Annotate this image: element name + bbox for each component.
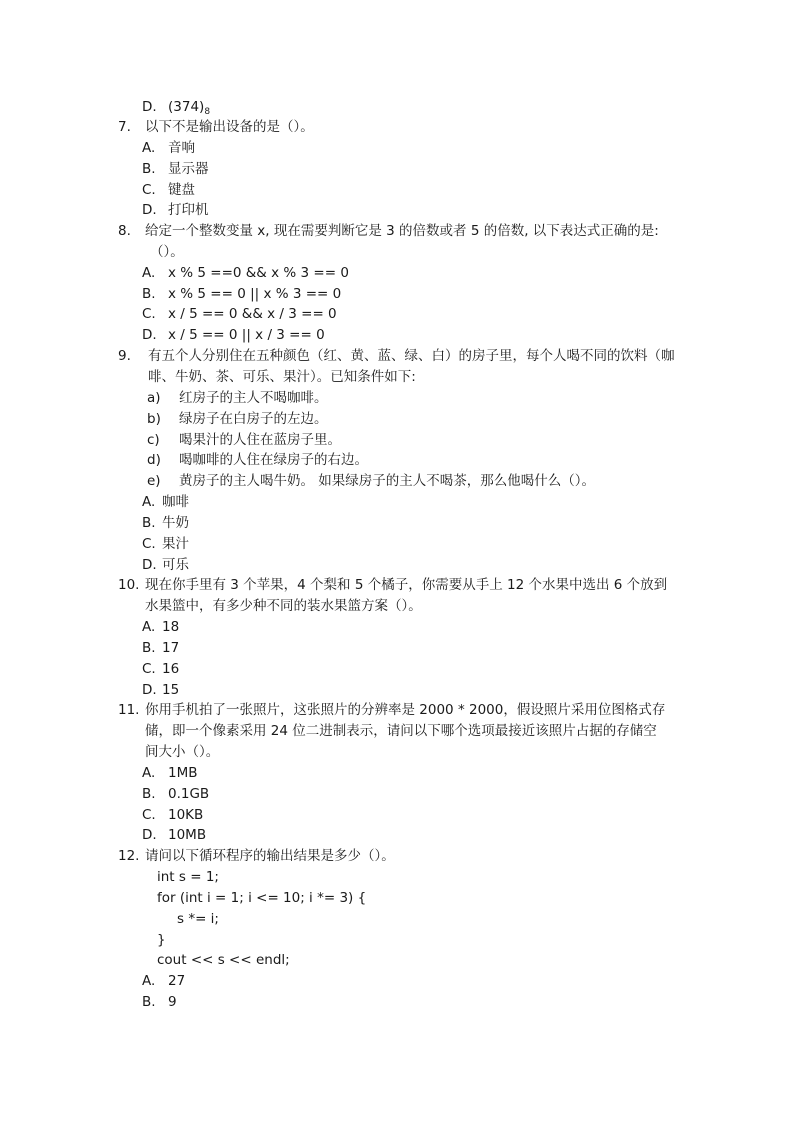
q11-text-line2: 储，即一个像素采用 24 位二进制表示，请问以下哪个选项最接近该照片占据的存储空 <box>145 723 657 739</box>
q11-number: 11. <box>118 702 140 718</box>
q9-text-line2: 啡、牛奶、茶、可乐、果汁）。已知条件如下: <box>148 369 416 385</box>
q6-option-d: D. $(374)_8$ <box>142 99 211 117</box>
q12-option-a: A. 27 <box>142 973 186 989</box>
q10-option-c: C. 16 <box>142 661 180 677</box>
q11-text-line3: 间大小（）。 <box>145 744 220 760</box>
q11-option-b: B. 0.1GB <box>142 786 210 802</box>
q8-number: 8. <box>118 223 131 239</box>
q9-option-c: C. 果汁 <box>142 536 189 552</box>
q9-option-a: A. 咖啡 <box>142 494 189 510</box>
q10-text-line2: 水果篮中，有多少种不同的装水果篮方案（）。 <box>145 598 422 614</box>
q10-number: 10. <box>118 577 140 593</box>
q12-code-line5: cout << s << endl; <box>157 952 290 968</box>
q12-code-line3: s *= i; <box>177 911 219 927</box>
q8-option-c: C. x / 5 == 0 && x / 3 == 0 <box>142 306 337 322</box>
q7-option-d: D. 打印机 <box>142 202 209 218</box>
q9-text-line1: 有五个人分别住在五种颜色（红、黄、蓝、绿、白）的房子里，每个人喝不同的饮料（咖 <box>148 348 675 364</box>
q12-text: 请问以下循环程序的输出结果是多少（）。 <box>145 848 395 864</box>
q8-option-b: B. x % 5 == 0 || x % 3 == 0 <box>142 286 342 302</box>
q7-option-b: B. 显示器 <box>142 161 209 177</box>
q7-text: 以下不是输出设备的是（）。 <box>145 119 314 135</box>
q10-option-b: B. 17 <box>142 640 180 656</box>
q9-condition-c: c) 喝果汁的人住在蓝房子里。 <box>147 432 341 448</box>
q7-option-a: A. 音响 <box>142 140 195 156</box>
q9-condition-d: d) 喝咖啡的人住在绿房子的右边。 <box>147 452 368 468</box>
q9-condition-e: e) 黄房子的主人喝牛奶。 如果绿房子的主人不喝茶，那么他喝什么（）。 <box>147 473 596 489</box>
q12-number: 12. <box>118 848 140 864</box>
q9-option-b: B. 牛奶 <box>142 515 189 531</box>
q11-text-line1: 你用手机拍了一张照片，这张照片的分辨率是 2000 * 2000，假设照片采用位图格式存 <box>145 702 666 718</box>
q11-option-d: D. 10MB <box>142 827 207 843</box>
q8-option-d: D. x / 5 == 0 || x / 3 == 0 <box>142 327 325 343</box>
q10-option-a: A. 18 <box>142 619 180 635</box>
q12-option-b: B. 9 <box>142 994 177 1010</box>
q11-option-c: C. 10KB <box>142 807 204 823</box>
q9-condition-b: b) 绿房子在白房子的左边。 <box>147 411 328 427</box>
q8-text-line1: 给定一个整数变量 x, 现在需要判断它是 3 的倍数或者 5 的倍数, 以下表达式正确的是: <box>145 223 659 239</box>
q7-number: 7. <box>118 119 131 135</box>
q9-condition-a: a) 红房子的主人不喝咖啡。 <box>147 390 328 406</box>
q10-option-d: D. 15 <box>142 682 180 698</box>
q8-text-line2: （）。 <box>150 244 184 260</box>
q7-option-c: C. 键盘 <box>142 182 195 198</box>
q12-code-line2: for (int i = 1; i <= 10; i *= 3) { <box>157 890 367 906</box>
q12-code-line1: int s = 1; <box>157 869 219 885</box>
q8-option-a: A. x % 5 ==0 && x % 3 == 0 <box>142 265 349 281</box>
q10-text-line1: 现在你手里有 3 个苹果，4 个梨和 5 个橘子，你需要从手上 12 个水果中选出 6 个放到 <box>145 577 668 593</box>
q12-code-line4: } <box>157 932 166 948</box>
q9-option-d: D. 可乐 <box>142 557 189 573</box>
q9-number: 9. <box>118 348 131 364</box>
q11-option-a: A. 1MB <box>142 765 198 781</box>
